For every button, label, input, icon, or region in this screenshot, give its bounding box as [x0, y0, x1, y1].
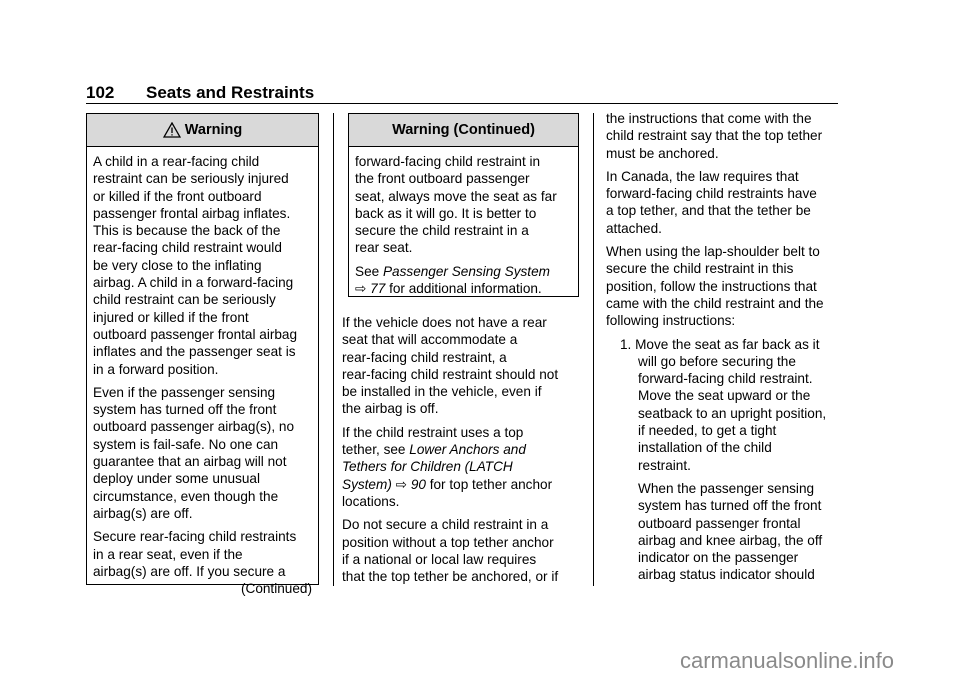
- warning-continued-box: [348, 113, 579, 297]
- text-line: the instructions that come with the: [606, 111, 812, 126]
- text-line: injured or killed if the front: [93, 309, 249, 325]
- text: tether, see: [342, 442, 410, 458]
- text-line: be very close to the inflating: [93, 257, 262, 273]
- text-line: forward-facing child restraint.: [638, 371, 813, 387]
- text-line: attached.: [606, 220, 662, 236]
- text-line: rear-facing child restraint, a: [342, 349, 507, 365]
- page-header: [86, 83, 314, 103]
- text-line: circumstance, even though the: [93, 488, 279, 504]
- text-line: forward-facing child restraint in: [355, 154, 541, 169]
- text-line: the airbag is off.: [342, 401, 439, 417]
- text-line: rear-facing child restraint should not: [342, 366, 559, 382]
- text-line: in a rear seat, even if the: [93, 546, 243, 562]
- text-line: will go before securing the: [638, 353, 796, 369]
- section-title: Seats and Restraints: [146, 83, 315, 102]
- text-line: seat, always move the seat as far: [355, 188, 557, 204]
- text-line: If the vehicle does not have a rear: [342, 315, 547, 330]
- warning-title: Warning: [184, 122, 243, 138]
- warning-continued-body: [349, 147, 578, 297]
- text-line: airbag(s) are off.: [93, 505, 193, 521]
- text-line: a top tether, and that the tether be: [606, 203, 811, 219]
- text-line: child restraint say that the top tether: [606, 128, 823, 144]
- text-line: outboard passenger frontal airbag: [93, 326, 298, 342]
- text-line: or killed if the front outboard: [93, 188, 262, 204]
- page-ref[interactable]: 77: [370, 281, 386, 297]
- text-line: seatback to an upright position,: [638, 405, 827, 421]
- latch-link[interactable]: Lower Anchors and: [409, 442, 526, 458]
- text-line: Even if the passenger sensing: [93, 384, 276, 400]
- warning-triangle-icon: [163, 122, 181, 138]
- text-line: indicator on the passenger: [638, 550, 799, 566]
- latch-link[interactable]: System): [342, 476, 392, 492]
- text-line: the front outboard passenger: [355, 171, 530, 187]
- text-line: This is because the back of the: [93, 223, 281, 239]
- text-line: if needed, to get a tight: [638, 423, 777, 439]
- text-line: came with the child restraint and the: [606, 295, 824, 311]
- page-ref-arrow-icon: ⇨: [395, 476, 408, 492]
- text-line: airbag and knee airbag, the off: [638, 532, 823, 548]
- text-line: airbag(s) are off. If you secure a: [93, 563, 286, 579]
- text-line: restraint can be seriously injured: [93, 171, 289, 187]
- text-line: Move the seat upward or the: [638, 388, 811, 404]
- text-line: in a forward position.: [93, 361, 219, 377]
- text-line: secure the child restraint in a: [355, 223, 529, 239]
- text-line: position without a top tether anchor: [342, 534, 554, 550]
- continued-label: (Continued): [240, 581, 312, 597]
- page-ref-arrow-icon: ⇨: [355, 281, 367, 297]
- warning-body: [87, 147, 318, 597]
- text-line: Secure rear-facing child restraints: [93, 529, 297, 545]
- column-3-text: [606, 110, 846, 590]
- page-ref[interactable]: 90: [410, 476, 426, 492]
- text-line: airbag status indicator should: [638, 567, 815, 583]
- header-rule: [86, 103, 838, 104]
- text-line: forward-facing child restraints have: [606, 186, 817, 202]
- text-line: deploy under some unusual: [93, 471, 261, 487]
- text-line: that the top tether be anchored, or if: [342, 569, 559, 585]
- text-line: restraint.: [638, 457, 691, 473]
- text-line: must be anchored.: [606, 145, 719, 161]
- watermark: carmanualsonline.info: [680, 648, 895, 673]
- text-line: seat that will accommodate a: [342, 332, 518, 348]
- page-number: 102: [86, 83, 115, 102]
- see-text: See: [355, 263, 383, 279]
- text-line: In Canada, the law requires that: [606, 168, 799, 184]
- text-line: guarantee that an airbag will not: [93, 454, 287, 470]
- text-line: back as it will go. It is better to: [355, 205, 537, 221]
- warning-continued-header: Warning (Continued): [349, 114, 578, 147]
- column-divider: [593, 113, 594, 586]
- column-divider: [333, 113, 334, 586]
- text-line: rear seat.: [355, 240, 413, 256]
- text-line: installation of the child: [638, 440, 772, 456]
- text-line: position, follow the instructions that: [606, 278, 817, 294]
- text-line: outboard passenger airbag(s), no: [93, 419, 295, 435]
- text-line: system is fail-safe. No one can: [93, 436, 279, 452]
- text-line: When the passenger sensing: [638, 480, 815, 496]
- text-line: inflates and the passenger seat is: [93, 344, 296, 360]
- ref-tail: for additional information.: [385, 281, 542, 297]
- text-line: locations.: [342, 493, 400, 509]
- text-line: outboard passenger frontal: [638, 515, 801, 531]
- text: for top tether anchor: [425, 476, 553, 492]
- text-line: system has turned off the front: [93, 402, 277, 418]
- text-line: When using the lap-shoulder belt to: [606, 244, 820, 260]
- text-line: airbag. A child in a forward-facing: [93, 275, 294, 291]
- text-line: passenger frontal airbag inflates.: [93, 205, 291, 221]
- text-line: Do not secure a child restraint in a: [342, 517, 549, 533]
- text-line: system has turned off the front: [638, 498, 822, 514]
- passenger-sensing-link[interactable]: Passenger Sensing System: [382, 263, 550, 279]
- text-line: secure the child restraint in this: [606, 261, 794, 277]
- text-line: A child in a rear-facing child: [93, 154, 260, 169]
- text-line: if a national or local law requires: [342, 551, 537, 567]
- latch-link[interactable]: Tethers for Children (LATCH: [342, 459, 513, 475]
- warning-header: [87, 114, 318, 147]
- warning-box: [86, 113, 319, 597]
- text-line: 1. Move the seat as far back as it: [620, 336, 820, 352]
- text-line: following instructions:: [606, 313, 736, 329]
- text-line: rear-facing child restraint would: [93, 240, 282, 256]
- text-line: be installed in the vehicle, even if: [342, 384, 542, 400]
- text-line: If the child restraint uses a top: [342, 424, 524, 440]
- column-2-text: [342, 314, 582, 591]
- text-line: child restraint can be seriously: [93, 292, 276, 308]
